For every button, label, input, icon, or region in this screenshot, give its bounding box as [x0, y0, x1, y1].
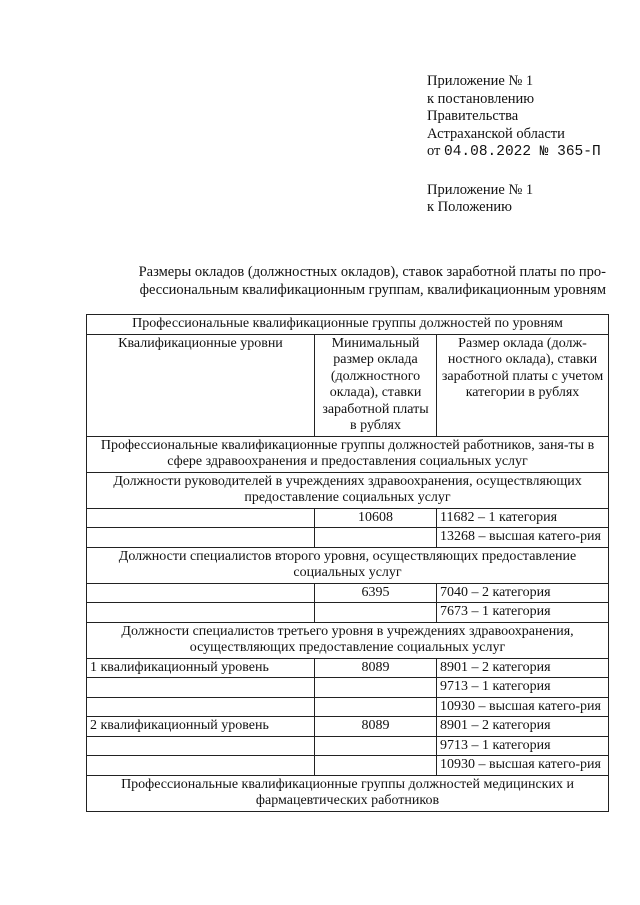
header-levels: Квалификационные уровни — [87, 334, 315, 436]
cell-level — [87, 756, 315, 776]
cell-level — [87, 736, 315, 756]
appendix-line: Приложение № 1 — [427, 181, 534, 198]
appendix-line: к постановлению — [427, 90, 535, 107]
date-value: 04.08.2022 № 365-П — [444, 144, 601, 160]
cell-category: 7040 – 2 категория — [437, 583, 609, 603]
cell-min — [315, 697, 437, 717]
cell-min: 8089 — [315, 717, 437, 737]
table-header-row — [87, 334, 609, 436]
table-row — [87, 528, 609, 548]
cell-min — [315, 756, 437, 776]
cell-level: 2 квалификационный уровень — [87, 717, 315, 737]
appendix-block — [427, 73, 601, 217]
salary-table — [86, 314, 609, 812]
cell-level — [87, 583, 315, 603]
cell-category: 10930 – высшая катего-рия — [437, 697, 609, 717]
table-row — [87, 658, 609, 678]
cell-min: 10608 — [315, 508, 437, 528]
cell-min: 8089 — [315, 658, 437, 678]
cell-category: 8901 – 2 категория — [437, 717, 609, 737]
table-row — [87, 756, 609, 776]
cell-level — [87, 678, 315, 698]
table-row — [87, 717, 609, 737]
section-row — [87, 436, 609, 472]
table-row — [87, 697, 609, 717]
section-row — [87, 472, 609, 508]
cell-category: 10930 – высшая катего-рия — [437, 756, 609, 776]
section-row — [87, 622, 609, 658]
cell-level — [87, 697, 315, 717]
section-row — [87, 547, 609, 583]
table-title: Профессиональные квалификационные группы должностей по уровням — [87, 315, 609, 335]
header-min-salary: Минимальный размер оклада (должностного оклада), ставки заработной платы в рублях — [315, 334, 437, 436]
cell-min — [315, 678, 437, 698]
cell-min — [315, 603, 437, 623]
section-row — [87, 775, 609, 811]
table-row — [87, 736, 609, 756]
cell-category: 7673 – 1 категория — [437, 603, 609, 623]
cell-min: 6395 — [315, 583, 437, 603]
cell-category: 13268 – высшая катего-рия — [437, 528, 609, 548]
cell-level: 1 квалификационный уровень — [87, 658, 315, 678]
table-row — [87, 603, 609, 623]
cell-level — [87, 528, 315, 548]
date-prefix: от — [427, 143, 441, 159]
table-row — [87, 508, 609, 528]
appendix-line: Правительства — [427, 108, 519, 124]
section-title: Должности руководителей в учреждениях здравоохранения, осуществляющих предоставление социальных услуг — [87, 472, 609, 508]
section-title: Профессиональные квалификационные группы должностей медицинских и фармацевтических работников — [87, 775, 609, 811]
document-heading — [86, 263, 606, 299]
table-title-row — [87, 315, 609, 335]
table-row — [87, 678, 609, 698]
heading-line: фессиональным квалификационным группам, квалификационным уровням — [139, 282, 606, 298]
cell-category: 8901 – 2 категория — [437, 658, 609, 678]
appendix-line: к Положению — [427, 199, 512, 215]
table-row — [87, 583, 609, 603]
cell-min — [315, 528, 437, 548]
header-category-salary: Размер оклада (долж-ностного оклада), ставки заработной платы с учетом категории в рублях — [437, 334, 609, 436]
cell-category: 11682 – 1 категория — [437, 508, 609, 528]
cell-level — [87, 508, 315, 528]
appendix-line: Приложение № 1 — [427, 73, 534, 89]
section-title: Должности специалистов третьего уровня в учреждениях здравоохранения, осуществляющих предоставление социальных услуг — [87, 622, 609, 658]
cell-category: 9713 – 1 категория — [437, 736, 609, 756]
section-title: Должности специалистов второго уровня, осуществляющих предоставление социальных услуг — [87, 547, 609, 583]
cell-level — [87, 603, 315, 623]
appendix-date-line — [427, 143, 601, 162]
heading-line: Размеры окладов (должностных окладов), ставок заработной платы по про- — [138, 264, 606, 280]
appendix-line: Астраханской области — [427, 125, 565, 142]
cell-category: 9713 – 1 категория — [437, 678, 609, 698]
cell-min — [315, 736, 437, 756]
section-title: Профессиональные квалификационные группы должностей работников, заня-ты в сфере здравоохранения и предоставления социальных услуг — [87, 436, 609, 472]
